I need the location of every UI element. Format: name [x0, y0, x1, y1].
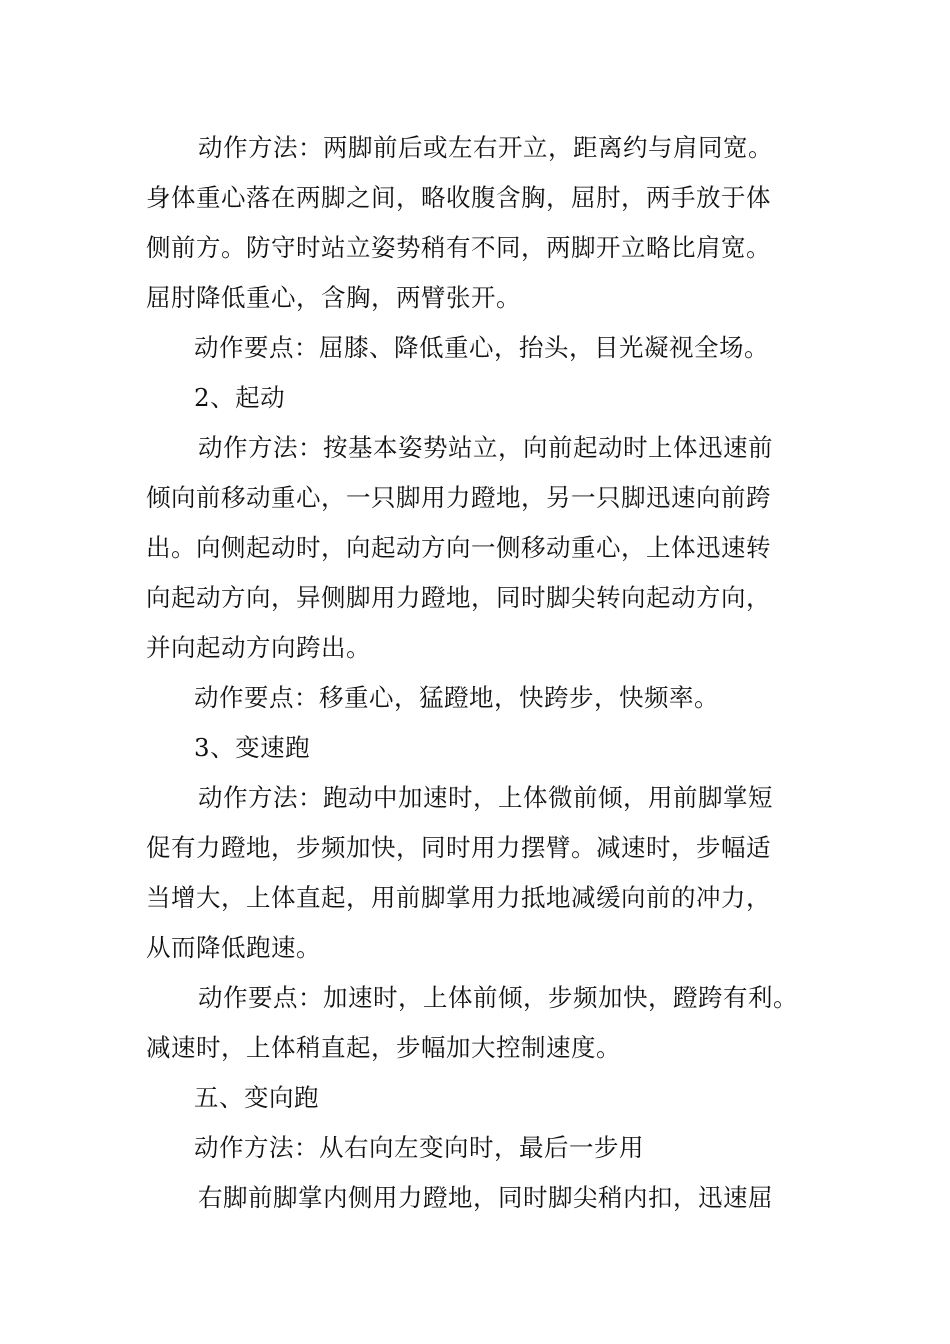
paragraph-line: 动作方法：两脚前后或左右开立，距离约与肩同宽。 [198, 133, 773, 162]
paragraph-line: 右脚前脚掌内侧用力蹬地，同时脚尖稍内扣，迅速屈 [198, 1183, 773, 1212]
paragraph-line: 促有力蹬地，步频加快，同时用力摆臂。减速时，步幅适 [146, 833, 771, 862]
section-heading: 五、变向跑 [194, 1083, 319, 1112]
paragraph-line: 侧前方。防守时站立姿势稍有不同，两脚开立略比肩宽。 [146, 233, 771, 262]
paragraph-line: 动作要点：屈膝、降低重心，抬头，目光凝视全场。 [194, 333, 769, 362]
paragraph-line: 屈肘降低重心，含胸，两臂张开。 [146, 283, 521, 312]
paragraph-line: 从而降低跑速。 [146, 933, 321, 962]
paragraph-line: 减速时，上体稍直起，步幅加大控制速度。 [146, 1033, 621, 1062]
paragraph-line: 当增大，上体直起，用前脚掌用力抵地减缓向前的冲力， [146, 883, 771, 912]
paragraph-line: 出。向侧起动时，向起动方向一侧移动重心，上体迅速转 [146, 533, 771, 562]
paragraph-line: 向起动方向，异侧脚用力蹬地，同时脚尖转向起动方向， [146, 583, 771, 612]
paragraph-line: 身体重心落在两脚之间，略收腹含胸，屈肘，两手放于体 [146, 183, 771, 212]
paragraph-line: 动作要点：移重心，猛蹬地，快跨步，快频率。 [194, 683, 719, 712]
paragraph-line: 并向起动方向跨出。 [146, 633, 371, 662]
paragraph-line: 动作方法：从右向左变向时，最后一步用 [194, 1133, 644, 1162]
paragraph-line: 动作方法：跑动中加速时，上体微前倾，用前脚掌短 [198, 783, 773, 812]
section-heading: 3、变速跑 [194, 733, 311, 762]
paragraph-line: 倾向前移动重心，一只脚用力蹬地，另一只脚迅速向前跨 [146, 483, 771, 512]
paragraph-line: 动作方法：按基本姿势站立，向前起动时上体迅速前 [198, 433, 773, 462]
paragraph-line: 动作要点：加速时，上体前倾，步频加快，蹬跨有利。 [198, 983, 798, 1012]
section-heading: 2、起动 [194, 383, 286, 412]
